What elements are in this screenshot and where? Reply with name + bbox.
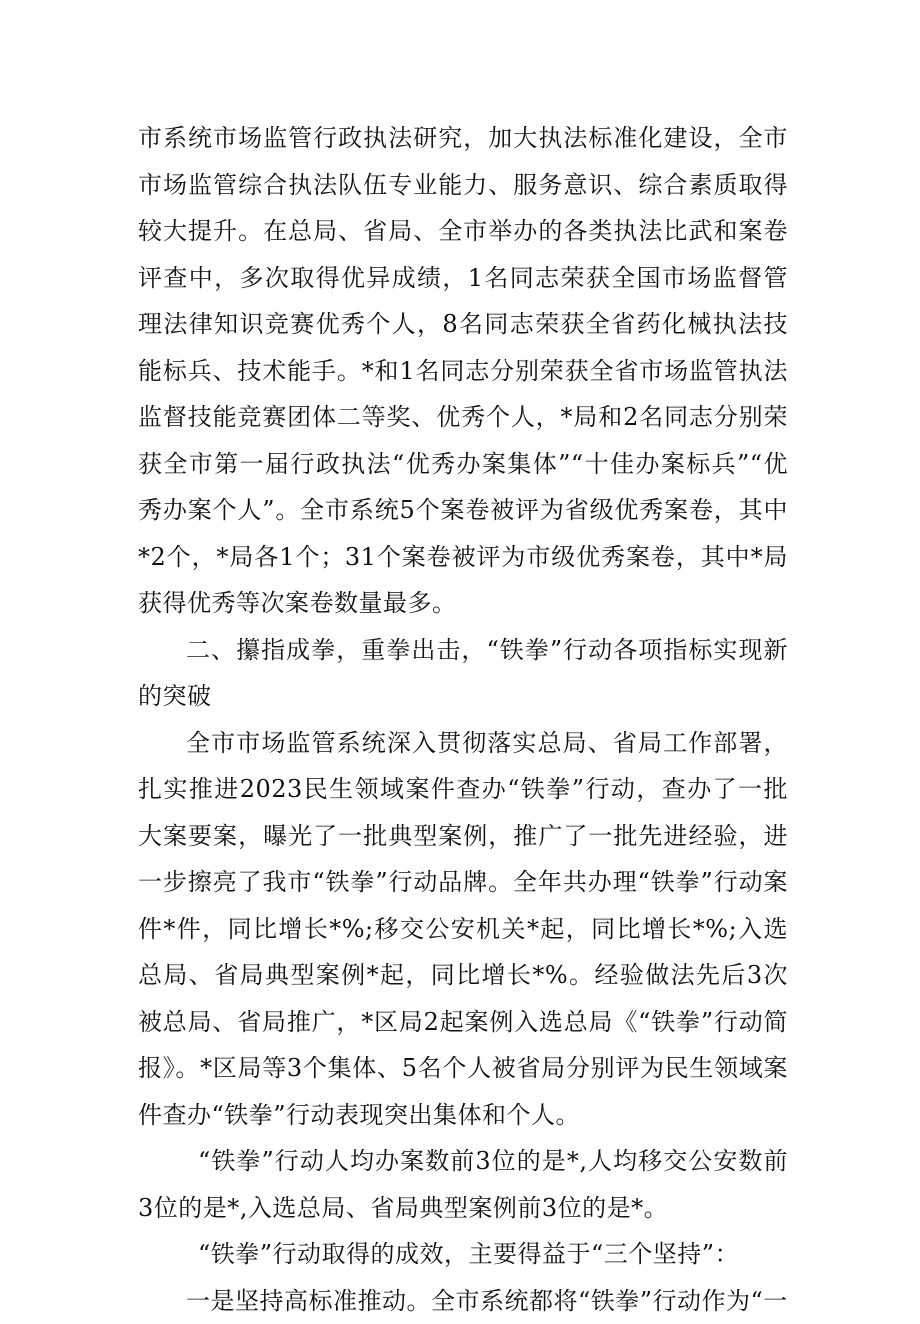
paragraph-first-persistence: 一是坚持高标准推动。全市系统都将“铁拳”行动作为“一	[138, 1278, 788, 1324]
paragraph-three-persistences: “铁拳”行动取得的成效，主要得益于“三个坚持”：	[138, 1231, 788, 1278]
paragraph-iron-fist-overview: 全市市场监管系统深入贯彻落实总局、省局工作部署，扎实推进2023民生领域案件查办“铁拳”行动，查办了一批大案要案，曝光了一批典型案例，推广了一批先进经验，进一步擦亮了我市“铁拳”行动品牌。全年共办理“铁拳”行动案件*件，同比增长*%;移交公安机关*起，同比增长*%;入选总局、省局典型案例*起，同比增长*%。经验做法先后3次被总局、省局推广，*区局2起案例入选总局《“铁拳”行动简报》。*区局等3个集体、5名个人被省局分别评为民生领域案件查办“铁拳”行动表现突出集体和个人。	[138, 720, 788, 1139]
paragraph-continued: 市系统市场监管行政执法研究，加大执法标准化建设，全市市场监管综合执法队伍专业能力、服务意识、综合素质取得较大提升。在总局、省局、全市举办的各类执法比武和案卷评查中，多次取得优异成绩，1名同志荣获全国市场监督管理法律知识竞赛优秀个人，8名同志荣获全省药化械执法技能标兵、技术能手。*和1名同志分别荣获全省市场监管执法监督技能竞赛团体二等奖、优秀个人，*局和2名同志分别荣获全市第一届行政执法“优秀办案集体”“十佳办案标兵”“优秀办案个人”。全市系统5个案卷被评为省级优秀案卷，其中*2个，*局各1个；31个案卷被评为市级优秀案卷，其中*局获得优秀等次案卷数量最多。	[138, 115, 788, 627]
section-heading-two: 二、攥指成拳，重拳出击，“铁拳”行动各项指标实现新的突破	[138, 627, 788, 720]
document-body	[138, 115, 788, 1324]
paragraph-iron-fist-rankings: “铁拳”行动人均办案数前3位的是*,人均移交公安数前3位的是*,入选总局、省局典型案例前3位的是*。	[138, 1138, 788, 1231]
